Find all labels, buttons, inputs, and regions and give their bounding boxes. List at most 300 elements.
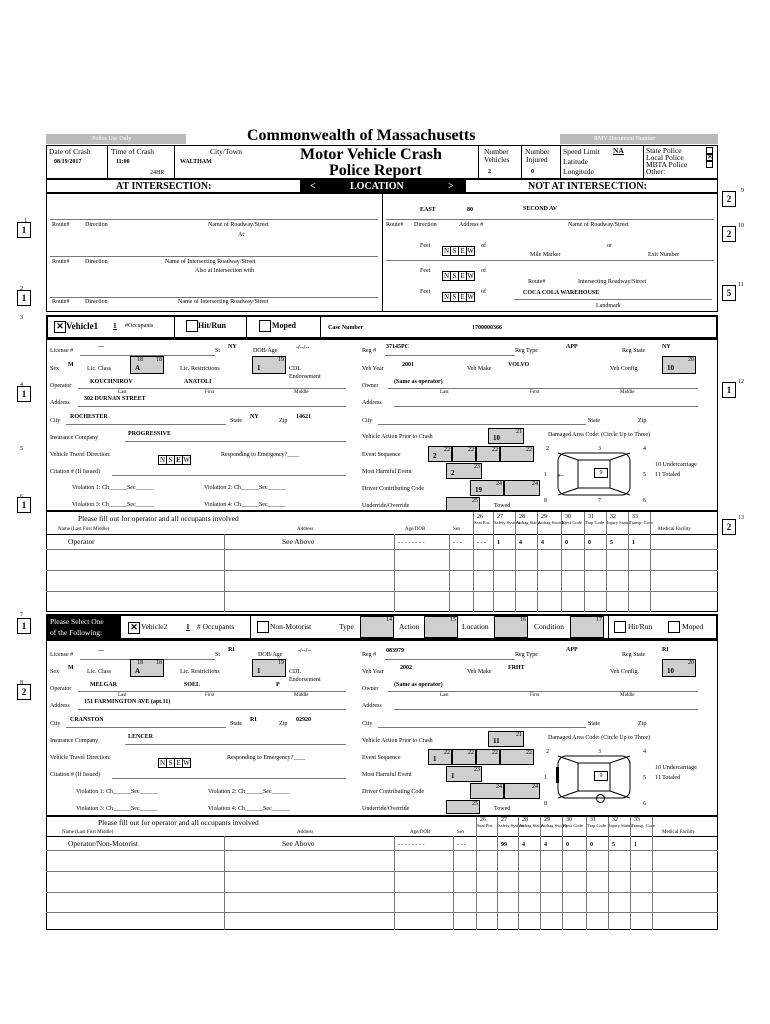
vehmake-value: VOLVO bbox=[508, 362, 530, 368]
type-box[interactable] bbox=[360, 616, 394, 638]
dir-n[interactable]: N bbox=[443, 272, 450, 280]
violation-3: Violation 3: Ch______Sec______ bbox=[72, 502, 154, 508]
occ2-col-num-8: 33 bbox=[634, 817, 640, 823]
lic-restrictions-label: Lic. Restrictions bbox=[180, 366, 220, 372]
v2-n18a: 18 bbox=[137, 660, 143, 666]
route-label-r2: Route# bbox=[528, 279, 546, 285]
v2-owner-middle-label: Middle bbox=[620, 693, 635, 698]
mbta-police-checkbox[interactable] bbox=[706, 161, 713, 168]
regstate-value: NY bbox=[662, 344, 671, 350]
local-police-checkbox[interactable]: ✕ bbox=[707, 153, 713, 161]
v2-state-value: RI bbox=[250, 717, 257, 723]
dir-n[interactable]: N bbox=[443, 293, 450, 301]
longitude-label: Longitude bbox=[563, 167, 594, 176]
lic-restr-value: 1 bbox=[257, 364, 261, 372]
occ1-col-num-8: 33 bbox=[632, 514, 638, 520]
emergency-label: Responding to Emergency?____ bbox=[221, 452, 300, 458]
direction-label-1: Direction bbox=[85, 222, 108, 228]
occ1-name-hdr: Name (Last First Middle) bbox=[58, 527, 110, 532]
at-label: At bbox=[238, 232, 244, 238]
location-box-2[interactable] bbox=[494, 616, 528, 638]
v2-reg-value: 083979 bbox=[386, 648, 404, 654]
occ1-col-label-1: Seat Pos. bbox=[474, 520, 491, 525]
occ1-col-num-3: 28 bbox=[519, 514, 525, 520]
v2-vehyear-label: Veh Year bbox=[362, 669, 384, 675]
occ2-col-num-5: 30 bbox=[566, 817, 572, 823]
landmark-label: Landmark bbox=[596, 303, 621, 309]
regstate-label: Reg State bbox=[622, 348, 646, 354]
num-vehicles-label-1: Number bbox=[484, 147, 509, 156]
occ1-row-sex: - - - bbox=[453, 540, 462, 546]
occ1-val-8: 1 bbox=[632, 540, 635, 546]
v2-lic-restr-label: Lic. Restrictions bbox=[180, 669, 220, 675]
v2-travel-direction-boxes[interactable] bbox=[158, 752, 190, 770]
address-value: 302 DURNAN STREET bbox=[84, 396, 146, 402]
vehicle1-hitrun-checkbox[interactable] bbox=[186, 320, 198, 332]
dir-e[interactable]: E bbox=[174, 758, 183, 768]
occ2-val-2: 4 bbox=[522, 842, 525, 848]
occ2-row-address: See Above bbox=[282, 839, 315, 848]
v2-address-value: 151 FARMINGTON AVE (apt.11) bbox=[84, 699, 171, 705]
date-value: 08/19/2017 bbox=[54, 159, 82, 165]
damage-center-num: 9 bbox=[599, 470, 603, 476]
reg-label: Reg # bbox=[362, 348, 377, 354]
v2-zip-label: Zip bbox=[279, 721, 288, 727]
side-num-3: 3 bbox=[20, 315, 23, 321]
select-one-label-1: Please Select One bbox=[50, 617, 104, 626]
intersecting-roadway-label-2: Name of Intersecting Roadway/Street bbox=[178, 299, 269, 305]
feet-direction-1[interactable] bbox=[442, 240, 474, 258]
v2-vehconfig-box[interactable] bbox=[662, 659, 696, 677]
dir-s[interactable]: S bbox=[450, 271, 459, 281]
damage-num-8: 8 bbox=[544, 498, 547, 504]
nonmotorist-checkbox[interactable] bbox=[257, 621, 269, 633]
violation-4: Violation 4: Ch______Sec______ bbox=[204, 502, 286, 508]
v2-lic-class-label: Lic. Class bbox=[87, 669, 111, 675]
intersecting-roadway-label-1: Name of Intersecting Roadway/Street bbox=[165, 259, 256, 265]
occ1-age-hdr: Age/DOB bbox=[405, 527, 426, 532]
v2-harmful-event-label: Most Harmful Event bbox=[362, 772, 412, 778]
dir-s[interactable]: S bbox=[450, 246, 459, 256]
occ2-sex-hdr: Sex bbox=[457, 830, 465, 835]
side-num-11: 11 bbox=[738, 282, 744, 288]
totaled-label: 11 Totaled bbox=[655, 472, 681, 478]
action-value: 10 bbox=[493, 434, 500, 442]
vehicle1-moped-checkbox[interactable] bbox=[259, 320, 271, 332]
dir-n[interactable]: N bbox=[159, 759, 166, 767]
occ2-val-6: 5 bbox=[612, 842, 615, 848]
v2-vehconfig-label: Veh Config. bbox=[610, 669, 639, 675]
address-label: Address bbox=[50, 400, 70, 406]
v2-contrib-num-1: 24 bbox=[496, 784, 502, 790]
v2-insurance-label: Insurance Company bbox=[50, 738, 99, 744]
occ1-val-4: 4 bbox=[541, 540, 544, 546]
v2-lic-restr-value: 1 bbox=[257, 667, 261, 675]
v2-event-num-4: 22 bbox=[526, 750, 532, 756]
v2-owner-state-label: State bbox=[588, 721, 600, 727]
vehicle2-hitrun-label: Hit/Run bbox=[628, 622, 653, 631]
dob-label: DOB/Age bbox=[253, 348, 278, 354]
event-num-1: 22 bbox=[444, 447, 450, 453]
occ2-col-num-1: 26 bbox=[480, 817, 486, 823]
n18a: 18 bbox=[137, 357, 143, 363]
occ1-col-label-5: Eject Code bbox=[562, 520, 582, 525]
v2-reg-label: Reg # bbox=[362, 652, 377, 658]
action-label: Vehicle Action Prior to Crash bbox=[362, 434, 433, 440]
v2-event-box-4[interactable] bbox=[500, 749, 534, 765]
lic-class-value: A bbox=[135, 364, 141, 372]
side-box-11: 5 bbox=[722, 285, 736, 301]
occ1-col-label-7: Injury Status bbox=[607, 520, 631, 525]
first-label: First bbox=[205, 390, 215, 395]
side-num-10: 10 bbox=[738, 223, 744, 229]
event-box-3[interactable] bbox=[476, 446, 500, 462]
underride-box[interactable] bbox=[446, 497, 480, 511]
sex-label: Sex bbox=[50, 366, 59, 372]
owner-address-label: Address bbox=[362, 400, 382, 406]
v2-n25: 25 bbox=[472, 801, 478, 807]
v2-owner-last-label: Last bbox=[440, 693, 449, 698]
travel-direction-label: Vehicle Travel Direction: bbox=[50, 452, 111, 458]
event-value-1: 2 bbox=[433, 452, 437, 460]
dob-value: -/--/-- bbox=[296, 345, 310, 351]
v2-regstate-value: RI bbox=[662, 647, 669, 653]
at-intersection-label: AT INTERSECTION: bbox=[116, 181, 212, 192]
dir-w[interactable]: W bbox=[183, 759, 190, 767]
v2-owner-value: (Same as operator) bbox=[394, 682, 443, 688]
other-label: Other: bbox=[646, 167, 666, 176]
n20: 20 bbox=[688, 357, 694, 363]
v2-lic-restr-box[interactable] bbox=[252, 659, 286, 677]
occ1-val-6: 0 bbox=[588, 540, 591, 546]
vehicle1-label: Vehicle1 bbox=[66, 321, 99, 331]
damage-num-3: 3 bbox=[598, 446, 601, 452]
occ1-val-2: 1 bbox=[497, 540, 500, 546]
occ2-val-7: 1 bbox=[634, 842, 637, 848]
damage-arrow-2 bbox=[556, 767, 559, 783]
v2-damage-num-2: 2 bbox=[546, 749, 549, 755]
license-label: License # bbox=[50, 348, 74, 354]
damage-arrow-1: ← bbox=[556, 469, 566, 480]
v2-n18b: 18 bbox=[156, 660, 162, 666]
v2-city-label: City bbox=[50, 721, 61, 727]
of-label-3: of bbox=[481, 289, 486, 295]
v2-dob-value: -/--/-- bbox=[298, 648, 312, 654]
v2-harmful-box[interactable] bbox=[446, 766, 482, 782]
occ2-col-label-3: Airbag Status bbox=[519, 823, 544, 828]
dir-e[interactable]: E bbox=[458, 292, 467, 302]
v2-action-value: 11 bbox=[493, 737, 500, 745]
occ1-row-address: See Above bbox=[282, 537, 315, 546]
underride-label: Underride/Override bbox=[362, 503, 410, 509]
vehicle1-moped-label: Moped bbox=[272, 321, 296, 330]
regtype-label: Reg Type bbox=[515, 348, 538, 354]
occ1-col-num-2: 27 bbox=[497, 514, 503, 520]
contrib-box-2[interactable] bbox=[504, 480, 540, 496]
event-box-1[interactable] bbox=[428, 446, 452, 462]
v2-lic-class-box[interactable] bbox=[130, 659, 164, 677]
owner-state-label: State bbox=[588, 418, 600, 424]
owner-middle-label: Middle bbox=[620, 390, 635, 395]
time-label: Time of Crash bbox=[111, 147, 155, 156]
n25: 25 bbox=[472, 498, 478, 504]
v2-middle-label: Middle bbox=[294, 693, 309, 698]
v2-action-box[interactable] bbox=[488, 731, 524, 747]
action-box[interactable] bbox=[488, 428, 524, 444]
feet-direction-3[interactable] bbox=[442, 286, 474, 304]
occ1-col-label-3: Airbag Status bbox=[516, 520, 541, 525]
intersecting-roadway-label-r: Intersecting Roadway/Street bbox=[578, 279, 647, 285]
v2-event-num-3: 22 bbox=[492, 750, 498, 756]
v2-license-label: License # bbox=[50, 652, 74, 658]
zip-label: Zip bbox=[279, 418, 288, 424]
regtype-value: APP bbox=[566, 344, 578, 350]
n18b: 18 bbox=[156, 357, 162, 363]
time-value: 11:00 bbox=[116, 159, 130, 165]
v2-damage-num-3: 3 bbox=[598, 749, 601, 755]
v2-event-num-2: 22 bbox=[468, 750, 474, 756]
lic-class-box[interactable] bbox=[130, 356, 164, 374]
side-box-9: 2 bbox=[722, 191, 736, 207]
occ1-sex-hdr: Sex bbox=[453, 527, 461, 532]
occ2-val-1: 99 bbox=[501, 842, 507, 848]
dir-s[interactable]: S bbox=[166, 758, 175, 768]
occ1-col-num-6: 31 bbox=[588, 514, 594, 520]
damage-num-1: 1 bbox=[544, 472, 547, 478]
v2-citation-label: Citation # (If Issued) bbox=[50, 772, 101, 778]
damage-center-1 bbox=[594, 468, 608, 478]
lic-restr-box[interactable] bbox=[252, 356, 286, 374]
v2-damage-num-1: 1 bbox=[544, 775, 547, 781]
event-num-3: 22 bbox=[492, 447, 498, 453]
occ2-col-num-2: 27 bbox=[501, 817, 507, 823]
v2-undercarriage-label: 10 Undercarriage bbox=[655, 765, 697, 771]
v2-damage-num-5: 5 bbox=[643, 775, 646, 781]
v2-vehmake-label: Veh Make bbox=[467, 669, 492, 675]
v2-violation-3: Violation 3: Ch______Sec______ bbox=[76, 806, 158, 812]
vehicle2-occupants-label: # Occupants bbox=[197, 622, 235, 631]
event-num-4: 22 bbox=[526, 447, 532, 453]
dir-n[interactable]: N bbox=[443, 247, 450, 255]
harmful-event-label: Most Harmful Event bbox=[362, 469, 412, 475]
n19: 19 bbox=[278, 357, 284, 363]
occ2-col-num-7: 32 bbox=[612, 817, 618, 823]
v2-action-label: Vehicle Action Prior to Crash bbox=[362, 738, 433, 744]
last-label: Last bbox=[118, 390, 127, 395]
dir-w[interactable]: W bbox=[467, 293, 474, 301]
damage-num-5: 5 bbox=[643, 472, 646, 478]
vehicle2-moped-label: Moped bbox=[682, 622, 704, 631]
occ1-col-num-1: 26 bbox=[477, 514, 483, 520]
occupants1-instruction: Please fill out for operator and all occupants involved bbox=[78, 514, 239, 523]
v2-operator-label: Operator bbox=[50, 686, 72, 692]
v2-event-value-1: 1 bbox=[433, 755, 437, 763]
num-injured-label-1: Number bbox=[525, 147, 550, 156]
vehicle1-checkbox[interactable]: ✕ bbox=[54, 321, 66, 333]
event-box-4[interactable] bbox=[500, 446, 534, 462]
occ1-row-age: - - - - - - - - bbox=[398, 540, 425, 546]
num-vehicles-label-2: Vehicles bbox=[484, 155, 510, 164]
harmful-box[interactable] bbox=[446, 463, 482, 479]
vehicle2-hitrun-checkbox[interactable] bbox=[614, 621, 626, 633]
vehmake-label: Veh Make bbox=[467, 366, 492, 372]
v2-contrib-box-2[interactable] bbox=[504, 783, 540, 799]
vehyear-value: 2001 bbox=[402, 362, 414, 368]
damage-label: Damaged Area Code: (Circle Up to Three) bbox=[548, 432, 651, 438]
v2-city-value: CRANSTON bbox=[70, 717, 104, 723]
v2-event-box-3[interactable] bbox=[476, 749, 500, 765]
route-label-1: Route# bbox=[52, 222, 70, 228]
damage-num-2: 2 bbox=[546, 446, 549, 452]
endorsement-label: Endorsement bbox=[289, 374, 321, 380]
form-title: Commonwealth of Massachusetts bbox=[247, 127, 476, 144]
side-num-2: 2 bbox=[20, 286, 23, 292]
travel-direction-boxes[interactable] bbox=[158, 449, 190, 467]
feet-direction-2[interactable] bbox=[442, 265, 474, 283]
route-label-r: Route# bbox=[386, 222, 404, 228]
dir-e[interactable]: E bbox=[458, 271, 467, 281]
vehicle1-occupants-value: 1 bbox=[113, 321, 117, 330]
occ2-col-label-7: Injury Status bbox=[609, 823, 633, 828]
owner-label: Owner bbox=[362, 383, 379, 389]
license-value: — bbox=[98, 344, 104, 350]
occ2-col-label-1: Seat Pos. bbox=[477, 823, 494, 828]
direction-label-r: Direction bbox=[414, 222, 437, 228]
occ1-col-label-4: Airbag Switch bbox=[538, 520, 565, 525]
side-num-7: 7 bbox=[20, 612, 23, 618]
dir-w[interactable]: W bbox=[467, 247, 474, 255]
sex-value: M bbox=[68, 362, 74, 368]
v2-event-box-2[interactable] bbox=[452, 749, 476, 765]
feet-label-1: Feet bbox=[420, 243, 431, 249]
date-label: Date of Crash bbox=[49, 147, 91, 156]
contrib-box-1[interactable] bbox=[470, 480, 504, 496]
v2-n19: 19 bbox=[278, 660, 284, 666]
v2-insurance-value: LENCER bbox=[128, 734, 154, 740]
action-box-2[interactable] bbox=[424, 616, 458, 638]
of-label-1: of bbox=[481, 243, 486, 249]
condition-box[interactable] bbox=[570, 616, 604, 638]
vehicle2-label: Vehicle2 bbox=[141, 622, 168, 631]
v2-first-label: First bbox=[205, 693, 215, 698]
undercarriage-label: 10 Undercarriage bbox=[655, 462, 697, 468]
occ2-val-4: 0 bbox=[566, 842, 569, 848]
address-number-value: 80 bbox=[467, 207, 473, 213]
v2-n20: 20 bbox=[688, 660, 694, 666]
violation-1: Violation 1: Ch______Sec______ bbox=[72, 485, 154, 491]
v2-violation-2: Violation 2: Ch______Sec______ bbox=[208, 789, 290, 795]
roadway-name-label-r: Name of Roadway/Street bbox=[568, 222, 629, 228]
num-vehicles-value: 2 bbox=[488, 169, 491, 175]
state-value: NY bbox=[250, 414, 259, 420]
v2-damage-num-8: 8 bbox=[544, 801, 547, 807]
vehicle1-occupants-label: #Occupants bbox=[125, 323, 154, 329]
contributing-code-label: Driver Contributing Code bbox=[362, 486, 424, 492]
state-police-label: State Police bbox=[646, 146, 682, 155]
operator-first: ANATOLI bbox=[184, 379, 212, 385]
vehicle2-checkbox[interactable]: ✕ bbox=[128, 622, 140, 634]
vehconfig-label: Veh Config. bbox=[610, 366, 639, 372]
v2-dob-label: DOB/Age bbox=[258, 652, 283, 658]
event-sequence-label: Event Sequence bbox=[362, 452, 401, 458]
vehyear-label: Veh Year bbox=[362, 366, 384, 372]
dir-e[interactable]: E bbox=[174, 455, 183, 465]
occ1-col-label-2: Safety System bbox=[494, 520, 520, 525]
occ1-col-label-8: Transp. Code bbox=[629, 520, 654, 525]
v2-underride-label: Underride/Override bbox=[362, 806, 410, 812]
dir-s[interactable]: S bbox=[450, 292, 459, 302]
vehconfig-box[interactable] bbox=[662, 356, 696, 374]
local-police-label: Local Police bbox=[646, 153, 684, 162]
v2-owner-label: Owner bbox=[362, 686, 379, 692]
event-box-2[interactable] bbox=[452, 446, 476, 462]
operator-last: KOUCHNIROV bbox=[90, 379, 133, 385]
dir-w[interactable]: W bbox=[183, 456, 190, 464]
harmful-value: 2 bbox=[451, 469, 455, 477]
side-num-1: 1 bbox=[24, 218, 27, 224]
route-label-3: Route# bbox=[52, 299, 70, 305]
occ2-col-label-6: Trap Code bbox=[587, 823, 606, 828]
or-label: or bbox=[607, 243, 612, 249]
dir-w[interactable]: W bbox=[467, 272, 474, 280]
v2-event-box-1[interactable] bbox=[428, 749, 452, 765]
case-number-value: 1700000366 bbox=[472, 325, 502, 331]
v2-damage-label: Damaged Area Code: (Circle Up to Three) bbox=[548, 735, 651, 741]
owner-first-label: First bbox=[530, 390, 540, 395]
side-box-7: 1 bbox=[17, 618, 31, 634]
occ1-col-num-5: 30 bbox=[565, 514, 571, 520]
side-box-12: 1 bbox=[722, 382, 736, 398]
v2-owner-city-label: City bbox=[362, 721, 373, 727]
owner-zip-label: Zip bbox=[638, 418, 647, 424]
nonmotorist-label: Non-Motorist bbox=[270, 622, 312, 631]
v2-operator-last: MELGAR bbox=[90, 682, 117, 688]
side-num-4: 4 bbox=[20, 382, 23, 388]
direction-label-2: Direction bbox=[85, 259, 108, 265]
v2-contrib-box-1[interactable] bbox=[470, 783, 504, 799]
latitude-label: Latitude bbox=[563, 157, 588, 166]
police-use-label: Police Use Only bbox=[92, 136, 132, 142]
v2-st-label: St bbox=[215, 652, 221, 658]
v2-sex-value: M bbox=[68, 665, 74, 671]
v2-license-value: — bbox=[98, 648, 104, 654]
occ2-col-label-2: Safety System bbox=[498, 823, 524, 828]
v2-last-label: Last bbox=[118, 693, 127, 698]
v2-underride-box[interactable] bbox=[446, 800, 480, 814]
cdl-label: CDL bbox=[289, 366, 301, 372]
occ1-val-3: 4 bbox=[519, 540, 522, 546]
occ1-val-1: - - - bbox=[477, 540, 486, 546]
num-injured-value: 0 bbox=[531, 169, 534, 175]
citation-label: Citation # (If Issued) bbox=[50, 469, 101, 475]
occupants1-table bbox=[46, 511, 718, 612]
violation-2: Violation 2: Ch______Sec______ bbox=[204, 485, 286, 491]
dir-e[interactable]: E bbox=[458, 246, 467, 256]
dir-s[interactable]: S bbox=[166, 455, 175, 465]
v2-emergency-label: Responding to Emergency?____ bbox=[227, 755, 306, 761]
middle-label: Middle bbox=[294, 390, 309, 395]
owner-last-label: Last bbox=[440, 390, 449, 395]
vehicle2-moped-checkbox[interactable] bbox=[668, 621, 680, 633]
side-num-9: 9 bbox=[741, 188, 744, 194]
action-label-2: Action bbox=[399, 622, 420, 631]
side-box-4: 1 bbox=[17, 386, 31, 402]
v2-damage-num-4: 4 bbox=[643, 749, 646, 755]
also-at-label: Also at Intersection with bbox=[195, 268, 255, 274]
damage-num-6: 6 bbox=[643, 498, 646, 504]
occ1-val-5: 0 bbox=[565, 540, 568, 546]
dir-n[interactable]: N bbox=[159, 456, 166, 464]
